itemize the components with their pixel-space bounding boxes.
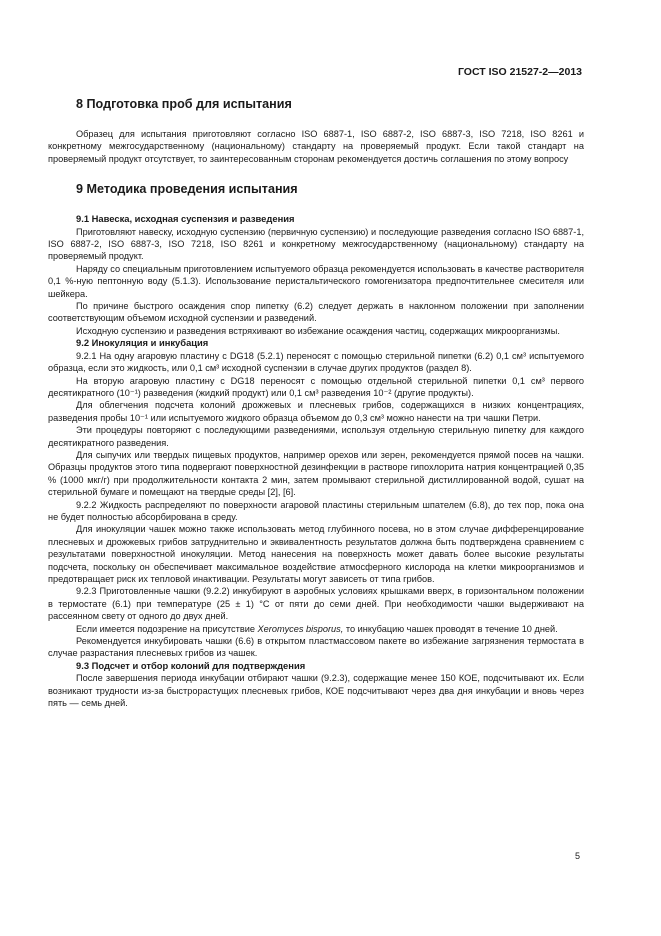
section-8-paragraph: Образец для испытания приготовляют согласно ISO 6887-1, ISO 6887-2, ISO 6887-3, ISO 7218, ISO 8261 и конкретному межгосударственному (национальному) стандарту на проверяемый продукт. Если такой стандарт на проверяемый продукт отсутствует, то заинтересованным сторонам рекомендуется достичь соглашения по этому вопросу	[48, 129, 584, 164]
paragraph	[48, 623, 584, 635]
paragraph: После завершения периода инкубации отбирают чашки (9.2.3), содержащие менее 150 КОЕ, подсчитывают их. Если возникают трудности из-за быстрорастущих плесневых грибов, КОЕ подсчитывают через два дня инкубации и вновь через пять — семь дней.	[48, 673, 584, 709]
paragraph: 9.2.2 Жидкость распределяют по поверхности агаровой пластины стерильным шпателем (6.8), до тех пор, пока она не будет полностью абсорбирована в среду.	[48, 499, 584, 522]
subsection-9-2-heading: 9.2 Инокуляция и инкубация	[76, 337, 209, 349]
paragraph: Наряду со специальным приготовлением испытуемого образца рекомендуется использовать в качестве растворителя 0,1 %-ную пептонную воду (5.1.3). Использование перистальтического гомогенизатора предпочтительнее смесителя или шейкера.	[48, 263, 584, 299]
paragraph: Для облегчения подсчета колоний дрожжевых и плесневых грибов, содержащихся в низких концентрациях, разведения пробы 10⁻¹ или испытуемого жидкого образца объемом до 0,3 см³ можно нанести на три чашки Петри.	[48, 400, 584, 423]
paragraph: На вторую агаровую пластину с DG18 переносят с помощью отдельной стерильной пипетки 0,1 см³ первого десятикратного (10⁻¹) разведения (жидкий продукт) или 0,1 см³ разведения 10⁻² (другие продукты).	[48, 375, 584, 398]
text-span: то инкубацию чашек проводят в течение 10 дней.	[343, 623, 558, 634]
subsection-9-3-heading: 9.3 Подсчет и отбор колоний для подтверждения	[76, 659, 306, 671]
section-8-heading: 8 Подготовка проб для испытания	[76, 97, 292, 111]
paragraph: Для сыпучих или твердых пищевых продуктов, например орехов или зерен, рекомендуется прямой посев на чашки. Образцы продуктов этого типа подвергают поверхностной дезинфекции в растворе гипохлорита натрия концентрацией 0,35 % (1000 мкг/г) при продолжительности контакта 2 мин, затем промывают стерильной дистиллированной водой, сушат на стерильной бумаге и помещают на твердые среды [2], [6].	[48, 449, 584, 498]
page-number: 5	[574, 851, 580, 861]
text-span: Если имеется подозрение на присутствие	[76, 623, 258, 634]
paragraph: 9.2.1 На одну агаровую пластину с DG18 (5.2.1) переносят с помощью стерильной пипетки (6.2) 0,1 см³ испытуемого образца, если это жидкость, или 0,1 см³ исходной суспензии в случае других продуктов (раздел 8).	[48, 350, 584, 374]
paragraph: Исходную суспензию и разведения встряхивают во избежание осаждения частиц, содержащих микроорганизмы.	[76, 325, 560, 336]
paragraph: По причине быстрого осаждения спор пипетку (6.2) следует держать в наклонном положении при заполнении соответствующим объемом исходной суспензии и разведений.	[48, 301, 584, 324]
subsection-9-1-heading: 9.1 Навеска, исходная суспензия и разведения	[76, 213, 295, 225]
paragraph: Эти процедуры повторяют с последующими разведениями, используя отдельную стерильную пипетку для каждого десятикратного разведения.	[48, 425, 584, 448]
species-name: Xeromyces bisporus,	[257, 623, 344, 634]
paragraph: 9.2.3 Приготовленные чашки (9.2.2) инкубируют в аэробных условиях крышками вверх, в горизонтальном положении в термостате (6.1) при температуре (25 ± 1) °С от пяти до семи дней. При необходимости чашки выдерживают на рассеянном свету от одного до двух дней.	[48, 586, 584, 622]
standard-code-header: ГОСТ ISO 21527-2—2013	[457, 66, 582, 78]
paragraph: Для инокуляции чашек можно также использовать метод глубинного посева, но в этом случае дифференцирование плесневых и дрожжевых грибов затруднительно и эквивалентность результатов должна быть подтверждена сравнением с результатами поверхностной инокуляции. Метод нанесения на поверхность может давать более высокие результаты подсчета, поскольку он обеспечивает максимальное воздействие атмосферного кислорода на клетки микроорганизмов и предотвращает риск их тепловой инактивации. Результаты могут зависеть от типа грибов.	[48, 524, 584, 584]
paragraph: Рекомендуется инкубировать чашки (6.6) в открытом пластмассовом пакете во избежание загрязнения термостата в случае разрастания плесневых грибов из чашек.	[48, 636, 584, 659]
section-9-heading: 9 Методика проведения испытания	[76, 182, 298, 197]
page-content	[48, 90, 584, 709]
paragraph: Приготовляют навеску, исходную суспензию (первичную суспензию) и последующие разведения согласно ISO 6887-1, ISO 6887-2, ISO 6887-3, ISO 7218, ISO 8261 и конкретному межгосударственному (национальному) стандарту на проверяемый продукт.	[48, 226, 584, 262]
